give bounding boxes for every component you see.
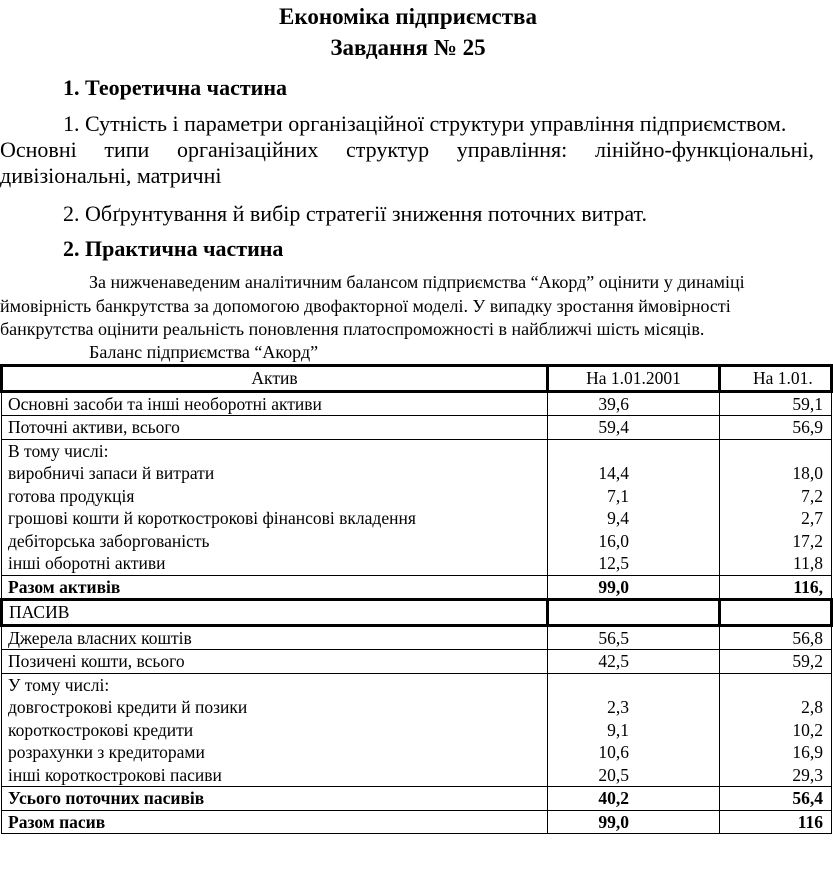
subheading: У тому числі:	[8, 674, 110, 695]
task-text-line-3: банкрутства оцінити реальність поновлення платоспроможності в найближчі шість місяців.	[0, 319, 705, 339]
row-label: короткострокові кредити	[8, 719, 194, 740]
table-row-total-assets	[2, 575, 832, 600]
row-values	[720, 439, 832, 575]
row-value: 2,8	[801, 697, 823, 717]
row-label: Усього поточних пасивів	[2, 787, 548, 811]
row-value: 39,6	[548, 391, 720, 416]
row-value: 56,8	[720, 625, 832, 650]
row-value: 116	[720, 810, 832, 834]
row-value: 59,2	[720, 650, 832, 674]
task-text-line-2: ймовірність банкрутства за допомогою двофакторної моделі. У випадку зростання ймовірності	[0, 296, 731, 316]
row-value: 56,5	[548, 625, 720, 650]
empty-cell	[548, 600, 720, 626]
row-value: 10,2	[792, 719, 823, 740]
row-value: 11,8	[793, 553, 823, 573]
row-label: розрахунки з кредиторами	[8, 742, 205, 762]
row-value: 59,1	[720, 391, 832, 416]
row-label: Поточні активи, всього	[2, 416, 548, 440]
row-value: 20,5	[598, 764, 629, 785]
word: Основні	[0, 137, 77, 162]
table-row-liabilities-header	[2, 600, 832, 626]
row-value: 99,0	[548, 575, 720, 600]
word: лінійно-функціональні,	[594, 137, 814, 162]
row-values	[720, 673, 832, 787]
table-row	[2, 625, 832, 650]
practice-heading: 2. Практична частина	[63, 236, 284, 261]
balance-table	[0, 364, 833, 834]
question-1-line-2	[0, 137, 814, 163]
table-header-row	[2, 366, 832, 392]
row-values	[548, 439, 720, 575]
row-value: 56,4	[720, 787, 832, 811]
theory-heading: 1. Теоретична частина	[63, 75, 287, 100]
row-value: 2,7	[801, 508, 823, 528]
question-1-line-1: 1. Сутність і параметри організаційної структури управління підприємством.	[63, 111, 787, 136]
table-row-group	[2, 439, 832, 575]
question-1-line-3: дивізіональні, матричні	[0, 163, 222, 188]
row-value: 18,0	[792, 463, 823, 483]
header-col-2001: На 1.01.2001	[548, 366, 720, 392]
table-row	[2, 391, 832, 416]
task-text-line-1: За нижченаведеним аналітичним балансом підприємства “Акорд” оцінити у динаміці	[89, 272, 745, 292]
row-value: 12,5	[598, 553, 629, 573]
row-value: 29,3	[792, 764, 823, 785]
row-label: Позичені кошти, всього	[2, 650, 548, 674]
subheading: В тому числі:	[8, 440, 109, 461]
row-value: 9,4	[607, 508, 629, 528]
row-label: Основні засоби та інші необоротні активи	[2, 391, 548, 416]
document-title: Економіка підприємства	[279, 4, 537, 29]
word: типи	[104, 137, 150, 162]
word: структур	[346, 137, 430, 162]
row-label: дебіторська заборгованість	[8, 530, 210, 551]
row-labels	[2, 439, 548, 575]
row-label: готова продукція	[8, 485, 135, 506]
table-row-total-liabilities	[2, 810, 832, 834]
word: організаційних	[176, 137, 319, 162]
row-label: інші оборотні активи	[8, 553, 166, 573]
row-label: Разом пасив	[2, 810, 548, 834]
row-value: 40,2	[548, 787, 720, 811]
row-label: інші короткострокові пасиви	[8, 764, 222, 785]
row-value: 14,4	[598, 463, 629, 483]
empty-cell	[720, 600, 832, 626]
row-label: довгострокові кредити й позики	[8, 697, 248, 717]
row-labels	[2, 673, 548, 787]
row-value: 9,1	[607, 719, 629, 740]
table-row	[2, 416, 832, 440]
row-values	[548, 673, 720, 787]
row-value: 16,9	[792, 742, 823, 762]
row-value: 116,	[720, 575, 832, 600]
table-caption: Баланс підприємства “Акорд”	[89, 342, 319, 362]
row-value: 59,4	[548, 416, 720, 440]
table-row	[2, 650, 832, 674]
row-value: 10,6	[598, 742, 629, 762]
row-value: 99,0	[548, 810, 720, 834]
row-value: 7,2	[801, 485, 823, 506]
question-2: 2. Обґрунтування й вибір стратегії зниження поточних витрат.	[63, 201, 647, 226]
row-value: 42,5	[548, 650, 720, 674]
word: управління:	[456, 137, 568, 162]
table-row-total-current-liabilities	[2, 787, 832, 811]
task-number: Завдання № 25	[330, 35, 486, 60]
row-value: 7,1	[607, 485, 629, 506]
section-heading: ПАСИВ	[2, 600, 548, 626]
header-col-2002: На 1.01.	[720, 366, 832, 392]
row-label: Джерела власних коштів	[2, 625, 548, 650]
row-value: 56,9	[720, 416, 832, 440]
row-value: 2,3	[607, 697, 629, 717]
row-value: 16,0	[598, 530, 629, 551]
table-row-group	[2, 673, 832, 787]
row-label: грошові кошти й короткострокові фінансові вкладення	[8, 508, 416, 528]
row-value: 17,2	[792, 530, 823, 551]
row-label: Разом активів	[2, 575, 548, 600]
row-label: виробничі запаси й витрати	[8, 463, 215, 483]
header-assets: Актив	[2, 366, 548, 392]
